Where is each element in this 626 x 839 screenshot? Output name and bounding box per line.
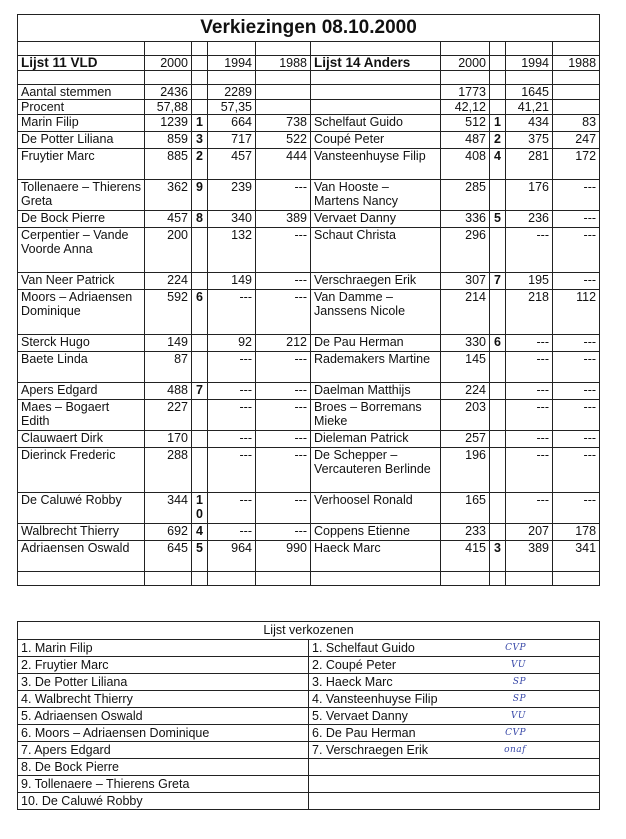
candidate-name: De Bock Pierre [18, 211, 145, 228]
candidate-name: Van Damme – Janssens Nicole [311, 290, 441, 335]
votes-2000: 285 [441, 180, 490, 211]
votes-2000: 203 [441, 400, 490, 431]
elected-rank [192, 352, 208, 383]
elected-rank [490, 524, 506, 541]
elected-rank: 2 [192, 149, 208, 180]
candidate-name: Verschraegen Erik [311, 273, 441, 290]
votes-1994: 457 [208, 149, 256, 180]
votes-1988: --- [256, 352, 311, 383]
votes-value: 2289 [208, 85, 256, 100]
votes-value: 1645 [506, 85, 553, 100]
votes-1988: --- [256, 383, 311, 400]
votes-1994: 340 [208, 211, 256, 228]
elected-right-item [309, 742, 600, 759]
votes-1994: 964 [208, 541, 256, 572]
right-list-name: Lijst 14 Anders [311, 56, 441, 71]
elected-rank [490, 383, 506, 400]
votes-1988: 212 [256, 335, 311, 352]
votes-1988: 178 [553, 524, 600, 541]
elected-left-item: 9. Tollenaere – Thierens Greta [18, 776, 309, 793]
elected-right-name: 1. Schelfaut Guido [312, 641, 415, 655]
votes-1988: --- [553, 400, 600, 431]
candidate-name: De Potter Liliana [18, 132, 145, 149]
candidate-name: Walbrecht Thierry [18, 524, 145, 541]
elected-left-item: 7. Apers Edgard [18, 742, 309, 759]
votes-1994: --- [506, 352, 553, 383]
candidate-row [18, 383, 600, 400]
elected-row [18, 674, 600, 691]
votes-1994: --- [208, 383, 256, 400]
votes-value: 1773 [441, 85, 490, 100]
candidate-name: Moors – Adriaensen Dominique [18, 290, 145, 335]
candidate-name: Dierinck Frederic [18, 448, 145, 493]
elected-right-item [309, 640, 600, 657]
elected-left-item: 8. De Bock Pierre [18, 759, 309, 776]
votes-1988: --- [256, 180, 311, 211]
votes-2000: 257 [441, 431, 490, 448]
elected-rank [490, 352, 506, 383]
votes-1994: 92 [208, 335, 256, 352]
votes-label: Aantal stemmen [18, 85, 145, 100]
votes-2000: 227 [145, 400, 192, 431]
elected-right-item [309, 691, 600, 708]
votes-1988: --- [256, 493, 311, 524]
year-header: 2000 [441, 56, 490, 71]
year-header: 1988 [256, 56, 311, 71]
candidate-name: Rademakers Martine [311, 352, 441, 383]
percent-value: 57,88 [145, 100, 192, 115]
elected-right-item [309, 776, 600, 793]
year-header: 2000 [145, 56, 192, 71]
votes-1994: 281 [506, 149, 553, 180]
page-title: Verkiezingen 08.10.2000 [18, 15, 600, 42]
votes-2000: 200 [145, 228, 192, 273]
percent-row [18, 100, 600, 115]
votes-1994: 207 [506, 524, 553, 541]
elected-row [18, 708, 600, 725]
votes-1988: 247 [553, 132, 600, 149]
elected-rank: 4 [192, 524, 208, 541]
candidate-row [18, 211, 600, 228]
votes-1988: --- [256, 524, 311, 541]
candidate-name: Adriaensen Oswald [18, 541, 145, 572]
votes-2000: 408 [441, 149, 490, 180]
elected-rank [490, 180, 506, 211]
elected-rank: 4 [490, 149, 506, 180]
elected-right-item [309, 725, 600, 742]
votes-1994: --- [506, 335, 553, 352]
elected-rank: 3 [192, 132, 208, 149]
votes-1994: --- [208, 352, 256, 383]
votes-2000: 645 [145, 541, 192, 572]
votes-1994: --- [506, 493, 553, 524]
votes-1988: 112 [553, 290, 600, 335]
votes-1988: 738 [256, 115, 311, 132]
elected-table [17, 621, 600, 810]
elected-right-item [309, 793, 600, 810]
elected-rank [490, 400, 506, 431]
elected-rank [490, 290, 506, 335]
elected-left-item: 2. Fruytier Marc [18, 657, 309, 674]
candidate-row [18, 541, 600, 572]
elected-rank: 5 [490, 211, 506, 228]
votes-1988: --- [553, 383, 600, 400]
left-list-name: Lijst 11 VLD [18, 56, 145, 71]
votes-1994: --- [208, 290, 256, 335]
elected-rank [192, 273, 208, 290]
elected-row [18, 742, 600, 759]
header-row [18, 56, 600, 71]
votes-1994: 717 [208, 132, 256, 149]
votes-2000: 1239 [145, 115, 192, 132]
elected-left-item: 5. Adriaensen Oswald [18, 708, 309, 725]
votes-1988: --- [553, 211, 600, 228]
elected-left-item: 1. Marin Filip [18, 640, 309, 657]
votes-2000: 224 [441, 383, 490, 400]
percent-value: 42,12 [441, 100, 490, 115]
elected-right-item [309, 657, 600, 674]
votes-2000: 457 [145, 211, 192, 228]
candidate-row [18, 448, 600, 493]
votes-2000: 214 [441, 290, 490, 335]
votes-1988: --- [256, 400, 311, 431]
candidate-row [18, 493, 600, 524]
candidate-name: Broes – Borremans Mieke [311, 400, 441, 431]
votes-2000: 307 [441, 273, 490, 290]
candidate-name: Dieleman Patrick [311, 431, 441, 448]
candidate-name: Haeck Marc [311, 541, 441, 572]
votes-1988: 172 [553, 149, 600, 180]
handwritten-party-note: VU [510, 660, 527, 670]
elected-rank: 7 [192, 383, 208, 400]
elected-left-item: 6. Moors – Adriaensen Dominique [18, 725, 309, 742]
votes-1988: --- [256, 228, 311, 273]
elected-row [18, 776, 600, 793]
candidate-name: Fruytier Marc [18, 149, 145, 180]
handwritten-party-note: onaf [504, 745, 527, 755]
votes-1994: 132 [208, 228, 256, 273]
votes-2000: 362 [145, 180, 192, 211]
candidate-name: De Pau Herman [311, 335, 441, 352]
elected-right-name: 4. Vansteenhuyse Filip [312, 692, 438, 706]
votes-1988: --- [553, 335, 600, 352]
votes-2000: 330 [441, 335, 490, 352]
candidate-name: Verhoosel Ronald [311, 493, 441, 524]
candidate-name: Marin Filip [18, 115, 145, 132]
votes-1988: 341 [553, 541, 600, 572]
elected-right-name: 3. Haeck Marc [312, 675, 393, 689]
votes-2000: 592 [145, 290, 192, 335]
handwritten-party-note: SP [512, 677, 527, 687]
votes-2000: 196 [441, 448, 490, 493]
votes-1994: --- [208, 431, 256, 448]
elected-left-item: 10. De Caluwé Robby [18, 793, 309, 810]
votes-row [18, 85, 600, 100]
candidate-row [18, 400, 600, 431]
votes-2000: 512 [441, 115, 490, 132]
votes-1994: --- [506, 228, 553, 273]
votes-1988: --- [256, 448, 311, 493]
candidate-row [18, 352, 600, 383]
elected-rank: 7 [490, 273, 506, 290]
votes-2000: 296 [441, 228, 490, 273]
elected-title: Lijst verkozenen [18, 622, 600, 640]
candidate-name: Vervaet Danny [311, 211, 441, 228]
votes-2000: 145 [441, 352, 490, 383]
candidate-name: Baete Linda [18, 352, 145, 383]
elected-rank: 1 [192, 115, 208, 132]
votes-1988: --- [553, 352, 600, 383]
percent-value: 57,35 [208, 100, 256, 115]
elected-rank [192, 228, 208, 273]
elected-right-item [309, 759, 600, 776]
votes-1988: --- [553, 180, 600, 211]
candidate-name: Coppens Etienne [311, 524, 441, 541]
votes-1994: --- [506, 400, 553, 431]
elected-rank [192, 335, 208, 352]
elected-row [18, 725, 600, 742]
votes-2000: 149 [145, 335, 192, 352]
candidate-name: Sterck Hugo [18, 335, 145, 352]
votes-1988: --- [553, 493, 600, 524]
candidate-name: Van Hooste – Martens Nancy [311, 180, 441, 211]
candidate-row [18, 431, 600, 448]
votes-1994: --- [506, 431, 553, 448]
candidate-name: De Schepper – Vercauteren Berlinde [311, 448, 441, 493]
percent-label: Procent [18, 100, 145, 115]
candidate-name: Clauwaert Dirk [18, 431, 145, 448]
candidate-row [18, 273, 600, 290]
elected-rank [192, 431, 208, 448]
votes-1988: --- [553, 273, 600, 290]
elected-right-name: 6. De Pau Herman [312, 726, 416, 740]
candidate-row [18, 335, 600, 352]
votes-1994: --- [208, 400, 256, 431]
votes-2000: 487 [441, 132, 490, 149]
votes-1988: --- [553, 448, 600, 493]
votes-2000: 87 [145, 352, 192, 383]
candidate-row [18, 180, 600, 211]
votes-1988: --- [256, 273, 311, 290]
votes-1994: 195 [506, 273, 553, 290]
elected-rank: 6 [192, 290, 208, 335]
votes-1994: --- [506, 448, 553, 493]
elected-right-name: 5. Vervaet Danny [312, 709, 408, 723]
elected-rank: 1 [490, 115, 506, 132]
votes-2000: 165 [441, 493, 490, 524]
elected-row [18, 793, 600, 810]
votes-2000: 170 [145, 431, 192, 448]
votes-2000: 415 [441, 541, 490, 572]
votes-1988: --- [553, 431, 600, 448]
candidate-name: Coupé Peter [311, 132, 441, 149]
candidate-name: Schaut Christa [311, 228, 441, 273]
candidate-row [18, 524, 600, 541]
results-table [17, 14, 600, 586]
elected-rank: 9 [192, 180, 208, 211]
elected-right-item [309, 708, 600, 725]
elected-rank: 5 [192, 541, 208, 572]
votes-1994: 149 [208, 273, 256, 290]
votes-1994: --- [506, 383, 553, 400]
elected-rank [192, 400, 208, 431]
year-header: 1988 [553, 56, 600, 71]
candidate-name: Schelfaut Guido [311, 115, 441, 132]
votes-2000: 336 [441, 211, 490, 228]
elected-rank [490, 228, 506, 273]
votes-1994: 375 [506, 132, 553, 149]
votes-1994: 236 [506, 211, 553, 228]
elected-row [18, 759, 600, 776]
candidate-name: Cerpentier – Vande Voorde Anna [18, 228, 145, 273]
votes-1994: --- [208, 493, 256, 524]
handwritten-party-note: SP [512, 694, 527, 704]
elected-right-item [309, 674, 600, 691]
elected-rank: 1 0 [192, 493, 208, 524]
votes-1994: 239 [208, 180, 256, 211]
elected-row [18, 640, 600, 657]
candidate-name: Daelman Matthijs [311, 383, 441, 400]
handwritten-party-note: CVP [505, 643, 527, 653]
elected-rank [490, 448, 506, 493]
votes-1988: 444 [256, 149, 311, 180]
votes-1988: --- [256, 290, 311, 335]
candidate-name: De Caluwé Robby [18, 493, 145, 524]
year-header: 1994 [506, 56, 553, 71]
votes-1994: 176 [506, 180, 553, 211]
votes-2000: 488 [145, 383, 192, 400]
elected-right-name: 7. Verschraegen Erik [312, 743, 429, 757]
candidate-name: Apers Edgard [18, 383, 145, 400]
votes-1988: 522 [256, 132, 311, 149]
elected-rank [490, 493, 506, 524]
votes-value: 2436 [145, 85, 192, 100]
candidate-row [18, 290, 600, 335]
candidate-row [18, 149, 600, 180]
votes-1994: 389 [506, 541, 553, 572]
votes-2000: 288 [145, 448, 192, 493]
elected-rank: 8 [192, 211, 208, 228]
percent-value: 41,21 [506, 100, 553, 115]
votes-2000: 859 [145, 132, 192, 149]
elected-right-name: 2. Coupé Peter [312, 658, 397, 672]
handwritten-party-note: VU [510, 711, 527, 721]
handwritten-party-note: CVP [505, 728, 527, 738]
elected-rank: 3 [490, 541, 506, 572]
votes-2000: 692 [145, 524, 192, 541]
elected-rank [490, 431, 506, 448]
candidate-row [18, 228, 600, 273]
candidate-name: Tollenaere – Thierens Greta [18, 180, 145, 211]
votes-1988: 990 [256, 541, 311, 572]
candidate-name: Vansteenhuyse Filip [311, 149, 441, 180]
votes-1994: 218 [506, 290, 553, 335]
candidate-row [18, 132, 600, 149]
votes-1994: 664 [208, 115, 256, 132]
votes-1988: --- [553, 228, 600, 273]
votes-2000: 885 [145, 149, 192, 180]
votes-1988: --- [256, 431, 311, 448]
votes-2000: 344 [145, 493, 192, 524]
year-header: 1994 [208, 56, 256, 71]
elected-rank: 6 [490, 335, 506, 352]
candidate-row [18, 115, 600, 132]
votes-1994: 434 [506, 115, 553, 132]
candidate-name: Van Neer Patrick [18, 273, 145, 290]
elected-row [18, 691, 600, 708]
elected-left-item: 3. De Potter Liliana [18, 674, 309, 691]
candidate-name: Maes – Bogaert Edith [18, 400, 145, 431]
elected-row [18, 657, 600, 674]
elected-left-item: 4. Walbrecht Thierry [18, 691, 309, 708]
elected-rank: 2 [490, 132, 506, 149]
votes-1994: --- [208, 524, 256, 541]
votes-1988: 83 [553, 115, 600, 132]
votes-1988: 389 [256, 211, 311, 228]
elected-rank [192, 448, 208, 493]
votes-2000: 224 [145, 273, 192, 290]
votes-2000: 233 [441, 524, 490, 541]
votes-1994: --- [208, 448, 256, 493]
